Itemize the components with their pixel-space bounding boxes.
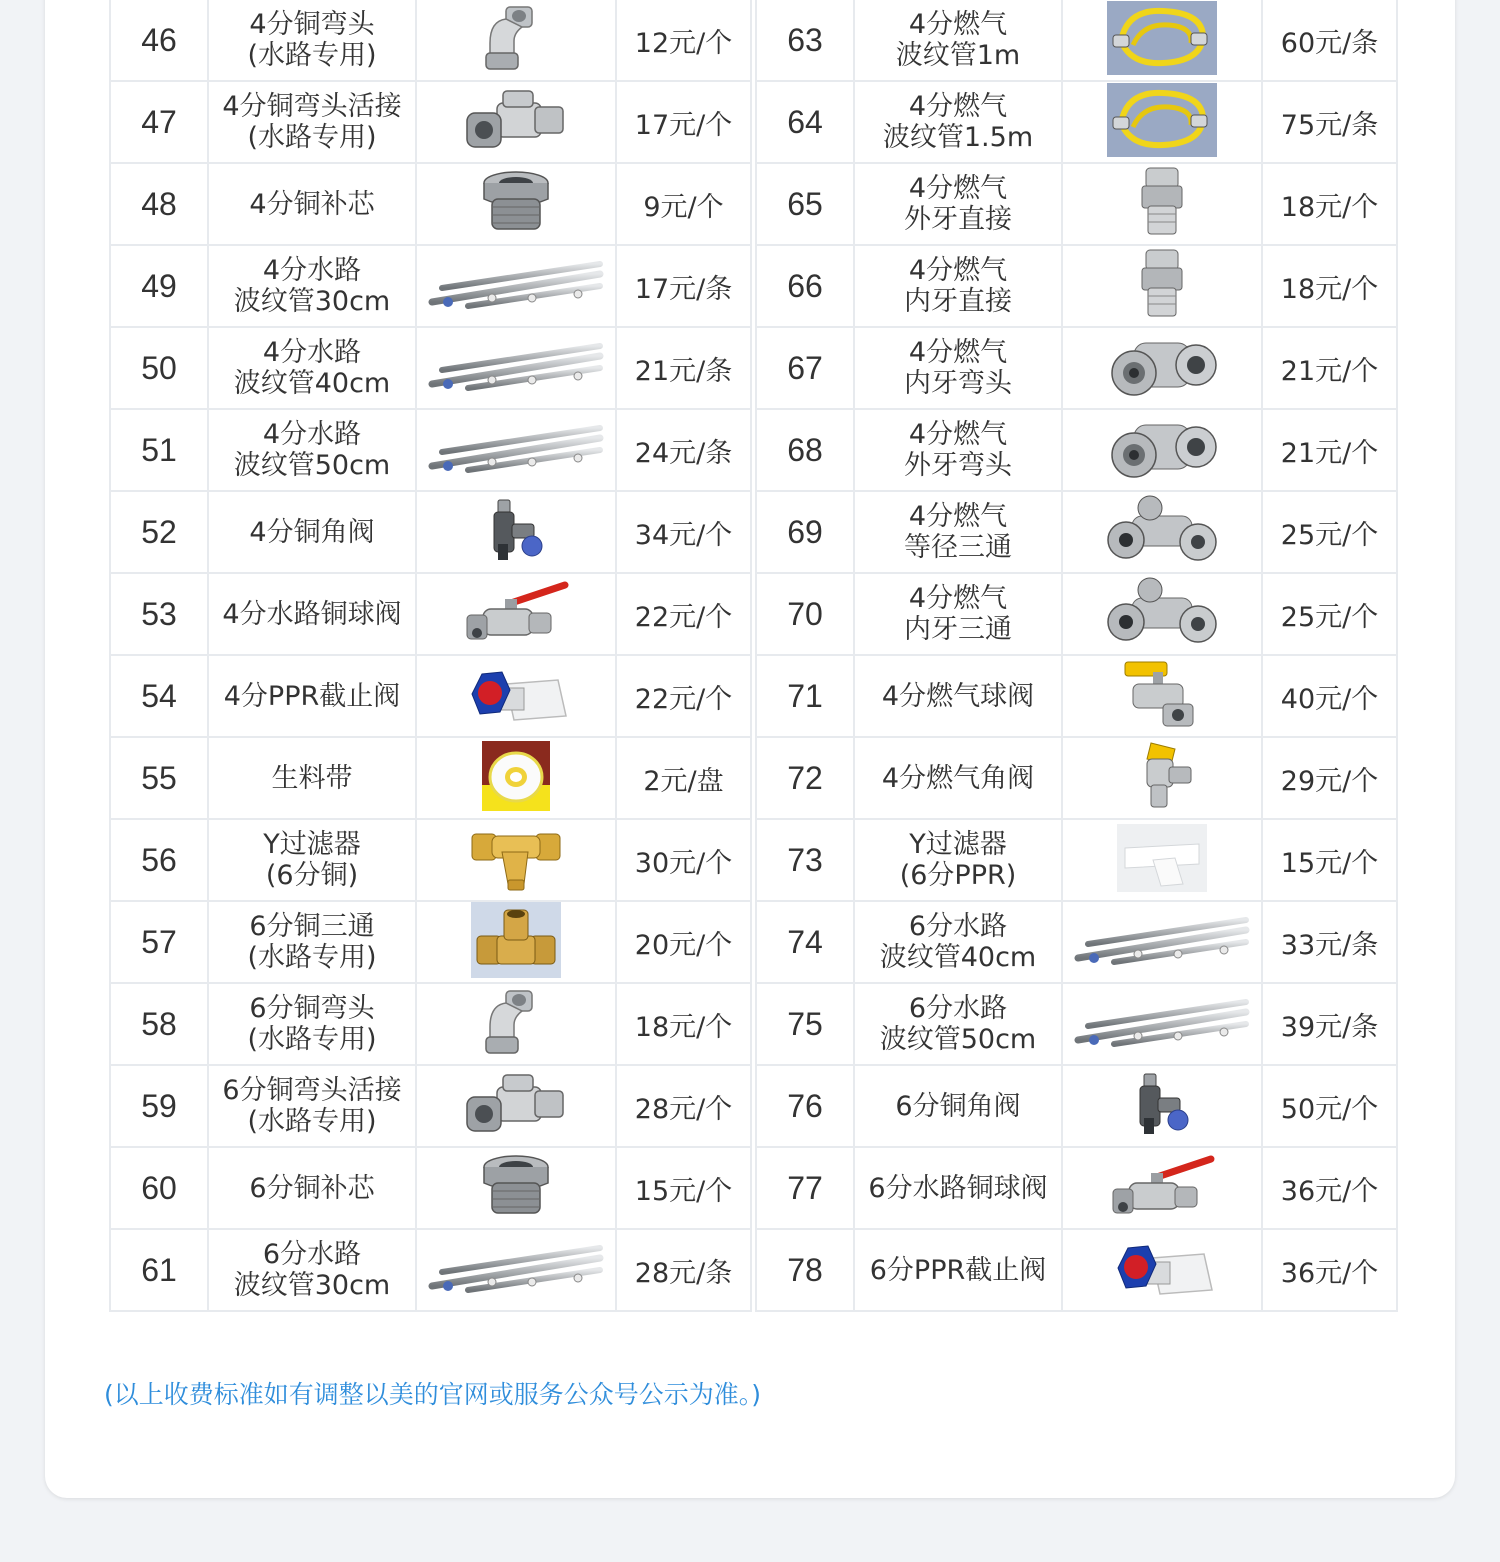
- item-number: 77: [756, 1147, 854, 1229]
- item-image-cell: [416, 0, 616, 81]
- item-name: 4分燃气 外牙弯头: [854, 409, 1062, 491]
- item-name: 6分铜补芯: [208, 1147, 416, 1229]
- item-name: 6分水路 波纹管50cm: [854, 983, 1062, 1065]
- item-number: 75: [756, 983, 854, 1065]
- item-price: 24元/条: [616, 409, 751, 491]
- ball-valve-red-icon: [417, 577, 615, 651]
- table-row: [756, 983, 1397, 1065]
- item-number: 46: [110, 0, 208, 81]
- table-row: [756, 901, 1397, 983]
- item-price: 21元/条: [616, 327, 751, 409]
- pricing-note: (以上收费标准如有调整以美的官网或服务公众号公示为准。): [104, 1380, 762, 1409]
- table-row: [110, 819, 751, 901]
- table-row: [756, 491, 1397, 573]
- item-name: 6分水路 波纹管40cm: [854, 901, 1062, 983]
- item-price: 50元/个: [1262, 1065, 1397, 1147]
- item-name: 4分水路 波纹管50cm: [208, 409, 416, 491]
- item-image-cell: [416, 901, 616, 983]
- item-price: 33元/条: [1262, 901, 1397, 983]
- ppr-stop-valve-icon: [417, 658, 615, 734]
- table-row: [756, 655, 1397, 737]
- item-name: 4分燃气球阀: [854, 655, 1062, 737]
- corrugated-hose-icon: [417, 422, 615, 478]
- item-price: 18元/个: [1262, 163, 1397, 245]
- item-number: 78: [756, 1229, 854, 1311]
- item-number: 76: [756, 1065, 854, 1147]
- item-price: 36元/个: [1262, 1229, 1397, 1311]
- table-row: [756, 1147, 1397, 1229]
- gas-hose-yellow-icon: [1063, 1, 1261, 79]
- corrugated-hose-icon: [417, 258, 615, 314]
- item-name: 6分水路铜球阀: [854, 1147, 1062, 1229]
- item-image-cell: [416, 573, 616, 655]
- table-row: [110, 901, 751, 983]
- item-name: 4分燃气 内牙三通: [854, 573, 1062, 655]
- item-name: 4分燃气 外牙直接: [854, 163, 1062, 245]
- item-image-cell: [1062, 0, 1262, 81]
- price-table-left: [109, 0, 752, 1312]
- gas-angle-valve-icon: [1063, 739, 1261, 817]
- table-row: [756, 327, 1397, 409]
- item-price: 28元/条: [616, 1229, 751, 1311]
- elbow-union-icon: [417, 1069, 615, 1143]
- table-row: [756, 819, 1397, 901]
- table-row: [110, 0, 751, 81]
- table-row: [110, 327, 751, 409]
- item-price: 30元/个: [616, 819, 751, 901]
- item-image-cell: [416, 409, 616, 491]
- table-row: [110, 409, 751, 491]
- table-row: [110, 491, 751, 573]
- y-strainer-brass-icon: [417, 822, 615, 898]
- table-row: [110, 1229, 751, 1311]
- ball-valve-red-icon: [1063, 1151, 1261, 1225]
- item-number: 48: [110, 163, 208, 245]
- item-name: 6分PPR截止阀: [854, 1229, 1062, 1311]
- item-price: 15元/个: [1262, 819, 1397, 901]
- table-row: [756, 1065, 1397, 1147]
- gas-hose-yellow-icon: [1063, 83, 1261, 161]
- item-price: 2元/盘: [616, 737, 751, 819]
- item-name: 6分铜三通 (水路专用): [208, 901, 416, 983]
- table-row: [756, 737, 1397, 819]
- item-price: 12元/个: [616, 0, 751, 81]
- item-number: 68: [756, 409, 854, 491]
- item-price: 22元/个: [616, 655, 751, 737]
- item-name: 4分铜补芯: [208, 163, 416, 245]
- item-name: 4分燃气 内牙直接: [854, 245, 1062, 327]
- item-price: 25元/个: [1262, 573, 1397, 655]
- corrugated-hose-icon: [1063, 996, 1261, 1052]
- item-name: Y过滤器 (6分PPR): [854, 819, 1062, 901]
- table-row: [110, 81, 751, 163]
- bushing-icon: [417, 1153, 615, 1223]
- table-row: [110, 1147, 751, 1229]
- angle-valve-icon: [417, 494, 615, 570]
- price-table-right: [755, 0, 1398, 1312]
- item-image-cell: [1062, 983, 1262, 1065]
- bushing-icon: [417, 169, 615, 239]
- item-number: 55: [110, 737, 208, 819]
- item-name: 4分铜弯头 (水路专用): [208, 0, 416, 81]
- item-price: 25元/个: [1262, 491, 1397, 573]
- item-price: 15元/个: [616, 1147, 751, 1229]
- gas-ball-valve-icon: [1063, 658, 1261, 734]
- item-image-cell: [416, 163, 616, 245]
- item-name: 4分燃气 内牙弯头: [854, 327, 1062, 409]
- item-number: 53: [110, 573, 208, 655]
- item-number: 72: [756, 737, 854, 819]
- item-number: 66: [756, 245, 854, 327]
- item-image-cell: [1062, 655, 1262, 737]
- item-name: 6分铜角阀: [854, 1065, 1062, 1147]
- item-image-cell: [416, 81, 616, 163]
- item-price: 18元/个: [1262, 245, 1397, 327]
- table-row: [756, 1229, 1397, 1311]
- item-price: 20元/个: [616, 901, 751, 983]
- item-number: 63: [756, 0, 854, 81]
- item-image-cell: [416, 1065, 616, 1147]
- table-row: [110, 983, 751, 1065]
- table-row: [110, 1065, 751, 1147]
- item-name: 4分PPR截止阀: [208, 655, 416, 737]
- table-row: [756, 409, 1397, 491]
- table-row: [756, 81, 1397, 163]
- item-image-cell: [1062, 819, 1262, 901]
- table-row: [756, 245, 1397, 327]
- item-image-cell: [416, 327, 616, 409]
- item-number: 64: [756, 81, 854, 163]
- item-number: 74: [756, 901, 854, 983]
- item-name: Y过滤器 (6分铜): [208, 819, 416, 901]
- item-image-cell: [1062, 491, 1262, 573]
- item-price: 40元/个: [1262, 655, 1397, 737]
- item-image-cell: [416, 1147, 616, 1229]
- table-row: [756, 573, 1397, 655]
- corrugated-hose-icon: [417, 1242, 615, 1298]
- item-image-cell: [416, 1229, 616, 1311]
- corrugated-hose-icon: [1063, 914, 1261, 970]
- y-strainer-ppr-icon: [1063, 824, 1261, 896]
- item-name: 4分铜角阀: [208, 491, 416, 573]
- item-name: 4分水路 波纹管30cm: [208, 245, 416, 327]
- gas-elbow-icon: [1063, 333, 1261, 403]
- item-number: 67: [756, 327, 854, 409]
- gas-tee-icon: [1063, 576, 1261, 652]
- item-number: 65: [756, 163, 854, 245]
- item-image-cell: [1062, 245, 1262, 327]
- item-number: 70: [756, 573, 854, 655]
- item-name: 4分燃气角阀: [854, 737, 1062, 819]
- ptfe-tape-icon: [417, 739, 615, 817]
- item-number: 49: [110, 245, 208, 327]
- corrugated-hose-icon: [417, 340, 615, 396]
- item-number: 60: [110, 1147, 208, 1229]
- item-name: 4分水路 波纹管40cm: [208, 327, 416, 409]
- item-name: 6分铜弯头活接 (水路专用): [208, 1065, 416, 1147]
- item-number: 54: [110, 655, 208, 737]
- elbow-fitting-icon: [417, 3, 615, 77]
- elbow-fitting-icon: [417, 987, 615, 1061]
- gas-elbow-icon: [1063, 415, 1261, 485]
- item-number: 61: [110, 1229, 208, 1311]
- angle-valve-icon: [1063, 1068, 1261, 1144]
- item-name: 4分燃气 波纹管1.5m: [854, 81, 1062, 163]
- straight-connector-icon: [1063, 166, 1261, 242]
- item-name: 4分铜弯头活接 (水路专用): [208, 81, 416, 163]
- item-image-cell: [416, 655, 616, 737]
- item-price: 60元/条: [1262, 0, 1397, 81]
- item-image-cell: [1062, 327, 1262, 409]
- item-number: 52: [110, 491, 208, 573]
- item-price: 36元/个: [1262, 1147, 1397, 1229]
- gas-tee-icon: [1063, 494, 1261, 570]
- item-image-cell: [416, 983, 616, 1065]
- item-name: 6分铜弯头 (水路专用): [208, 983, 416, 1065]
- item-number: 59: [110, 1065, 208, 1147]
- elbow-union-icon: [417, 85, 615, 159]
- table-row: [110, 655, 751, 737]
- item-image-cell: [1062, 1147, 1262, 1229]
- item-price: 9元/个: [616, 163, 751, 245]
- item-number: 73: [756, 819, 854, 901]
- item-number: 58: [110, 983, 208, 1065]
- item-price: 28元/个: [616, 1065, 751, 1147]
- item-price: 17元/条: [616, 245, 751, 327]
- item-image-cell: [1062, 81, 1262, 163]
- item-price: 22元/个: [616, 573, 751, 655]
- item-price: 18元/个: [616, 983, 751, 1065]
- item-price: 21元/个: [1262, 327, 1397, 409]
- item-name: 6分水路 波纹管30cm: [208, 1229, 416, 1311]
- item-image-cell: [1062, 163, 1262, 245]
- item-price: 17元/个: [616, 81, 751, 163]
- table-row: [756, 0, 1397, 81]
- item-number: 56: [110, 819, 208, 901]
- item-image-cell: [416, 737, 616, 819]
- table-row: [110, 245, 751, 327]
- ppr-stop-valve-icon: [1063, 1232, 1261, 1308]
- item-image-cell: [1062, 901, 1262, 983]
- item-price: 21元/个: [1262, 409, 1397, 491]
- item-number: 69: [756, 491, 854, 573]
- item-price: 34元/个: [616, 491, 751, 573]
- item-number: 51: [110, 409, 208, 491]
- table-row: [110, 573, 751, 655]
- table-row: [756, 163, 1397, 245]
- item-image-cell: [416, 245, 616, 327]
- item-name: 4分水路铜球阀: [208, 573, 416, 655]
- item-name: 4分燃气 等径三通: [854, 491, 1062, 573]
- item-number: 71: [756, 655, 854, 737]
- table-row: [110, 737, 751, 819]
- item-image-cell: [416, 491, 616, 573]
- item-image-cell: [1062, 737, 1262, 819]
- table-row: [110, 163, 751, 245]
- straight-connector-icon: [1063, 248, 1261, 324]
- item-image-cell: [1062, 1229, 1262, 1311]
- item-price: 39元/条: [1262, 983, 1397, 1065]
- brass-tee-icon: [417, 902, 615, 982]
- item-name: 生料带: [208, 737, 416, 819]
- item-name: 4分燃气 波纹管1m: [854, 0, 1062, 81]
- item-image-cell: [1062, 573, 1262, 655]
- item-price: 29元/个: [1262, 737, 1397, 819]
- item-price: 75元/条: [1262, 81, 1397, 163]
- item-number: 50: [110, 327, 208, 409]
- item-image-cell: [1062, 409, 1262, 491]
- item-number: 47: [110, 81, 208, 163]
- item-number: 57: [110, 901, 208, 983]
- item-image-cell: [1062, 1065, 1262, 1147]
- item-image-cell: [416, 819, 616, 901]
